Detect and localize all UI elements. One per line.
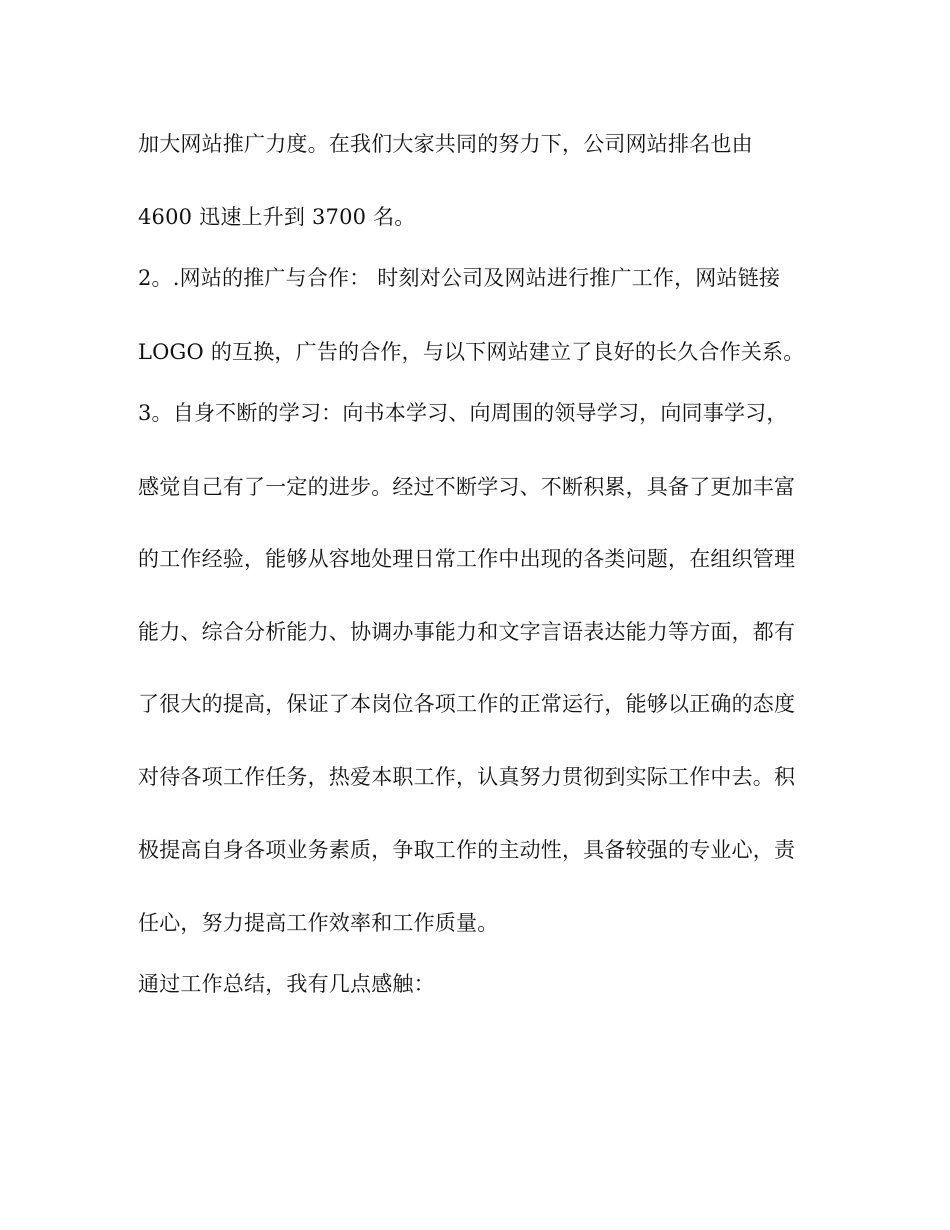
text-line-5: 3。自身不断的学习：向书本学习、向周围的领导学习，向同事学习， (138, 401, 788, 425)
text-line-8: 能力、综合分析能力、协调办事能力和文字言语表达能力等方面，都有 (138, 620, 796, 644)
text-line-13: 通过工作总结，我有几点感触： (138, 972, 435, 996)
text-line-1: 加大网站推广力度。在我们大家共同的努力下，公司网站排名也由 (138, 132, 753, 156)
text-line-3: 2。.网站的推广与合作： 时刻对公司及网站进行推广工作，网站链接 (138, 266, 781, 290)
text-line-11: 极提高自身各项业务素质，争取工作的主动性，具备较强的专业心，责 (138, 838, 796, 862)
text-line-10: 对待各项工作任务，热爱本职工作，认真努力贯彻到实际工作中去。积 (138, 765, 796, 789)
text-line-6: 感觉自己有了一定的进步。经过不断学习、不断积累，具备了更加丰富 (138, 475, 796, 499)
text-line-7: 的工作经验，能够从容地处理日常工作中出现的各类问题，在组织管理 (138, 547, 796, 571)
text-line-12: 任心，努力提高工作效率和工作质量。 (138, 911, 499, 935)
text-line-4: LOGO 的互换，广告的合作，与以下网站建立了良好的长久合作关系。 (138, 340, 805, 364)
text-line-2: 4600 迅速上升到 3700 名。 (138, 205, 416, 229)
text-line-9: 了很大的提高，保证了本岗位各项工作的正常运行，能够以正确的态度 (138, 692, 796, 716)
